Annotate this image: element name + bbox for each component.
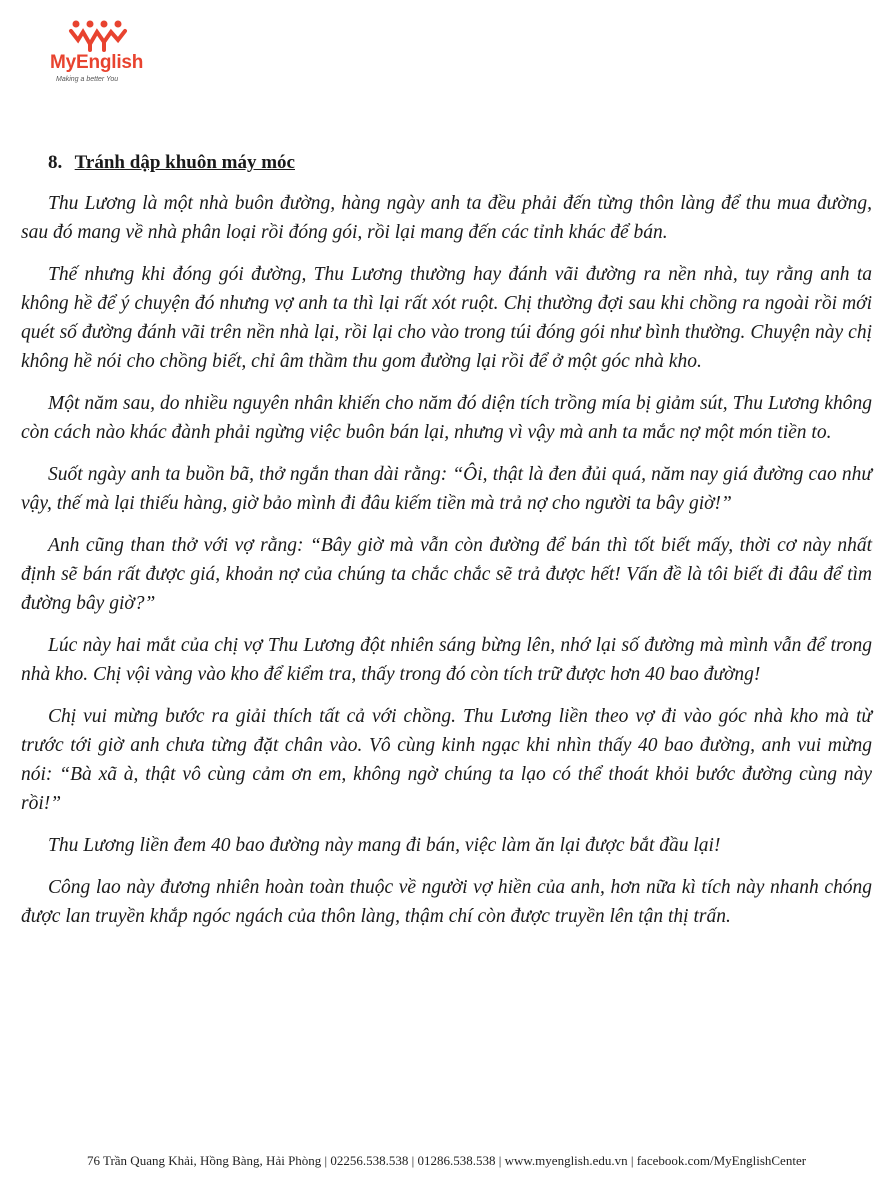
paragraph: Thu Lương liền đem 40 bao đường này mang đi bán, việc làm ăn lại được bắt đầu lại! bbox=[48, 835, 721, 856]
paragraph: Thu Lương là một nhà buôn đường, hàng ngày anh ta đều phải đến từng thôn làng để thu mua đường, sau đó mang về nhà phân loại rồi đóng gói, rồi lại mang đến các tỉnh khác để bán. bbox=[21, 193, 872, 243]
logo-tagline: Making a better You bbox=[56, 76, 119, 83]
logo-name: MyEnglish bbox=[50, 52, 144, 73]
paragraph: Lúc này hai mắt của chị vợ Thu Lương đột nhiên sáng bừng lên, nhớ lại số đường mà mình vẫn để trong nhà kho. Chị vội vàng vào kho để kiểm tra, thấy trong đó còn tích trữ được hơn 40 bao đường! bbox=[21, 635, 872, 685]
paragraph: Anh cũng than thở với vợ rằng: “Bây giờ mà vẫn còn đường để bán thì tốt biết mấy, thời cơ này nhất định sẽ bán rất được giá, khoản nợ của chúng ta chắc chắc sẽ trả được hết! Vấn đề là tôi biết đi đâu để tìm đường bây giờ?” bbox=[21, 535, 872, 614]
section-title: Tránh dập khuôn máy móc bbox=[74, 152, 295, 173]
paragraph: Thế nhưng khi đóng gói đường, Thu Lương thường hay đánh vãi đường ra nền nhà, tuy rằng anh ta không hề để ý chuyện đó nhưng vợ anh ta thì lại rất xót ruột. Chị thường đợi sau khi chồng ra ngoài rồi mới quét số đường đánh vãi trên nền nhà lại, rồi lại cho vào trong túi đóng gói như bình thường. Chuyện này chị không hề nói cho chồng biết, chỉ âm thầm thu gom đường lại rồi để ở một góc nhà kho. bbox=[21, 264, 872, 372]
section-number: 8. bbox=[48, 152, 63, 173]
document-body bbox=[21, 152, 872, 944]
people-logo-icon bbox=[68, 18, 132, 52]
brand-logo bbox=[46, 18, 156, 88]
paragraph: Công lao này đương nhiên hoàn toàn thuộc về người vợ hiền của anh, hơn nữa kì tích này nhanh chóng được lan truyền khắp ngóc ngách của thôn làng, thậm chí còn được truyền lên tận thị trấn. bbox=[21, 877, 872, 927]
page-footer: 76 Trần Quang Khải, Hồng Bàng, Hải Phòng | 02256.538.538 | 01286.538.538 | www.myenglish.edu.vn | facebook.com/MyEnglishCenter bbox=[86, 1153, 807, 1168]
paragraph: Chị vui mừng bước ra giải thích tất cả với chồng. Thu Lương liền theo vợ đi vào góc nhà kho mà từ trước tới giờ anh chưa từng đặt chân vào. Vô cùng kinh ngạc khi nhìn thấy 40 bao đường, anh vui mừng nói: “Bà xã à, thật vô cùng cảm ơn em, không ngờ chúng ta lạo có thể thoát khỏi bước đường cùng này rồi!” bbox=[21, 706, 872, 814]
paragraph: Một năm sau, do nhiều nguyên nhân khiến cho năm đó diện tích trồng mía bị giảm sút, Thu Lương không còn cách nào khác đành phải ngừng việc buôn bán lại, nhưng vì vậy mà anh ta mắc nợ một món tiền to. bbox=[21, 393, 872, 443]
paragraph: Suốt ngày anh ta buồn bã, thở ngắn than dài rằng: “Ôi, thật là đen đủi quá, năm nay giá đường cao như vậy, thế mà lại thiếu hàng, giờ bảo mình đi đâu kiếm tiền mà trả nợ cho người ta bây giờ!” bbox=[21, 464, 872, 514]
section-heading bbox=[48, 152, 872, 174]
